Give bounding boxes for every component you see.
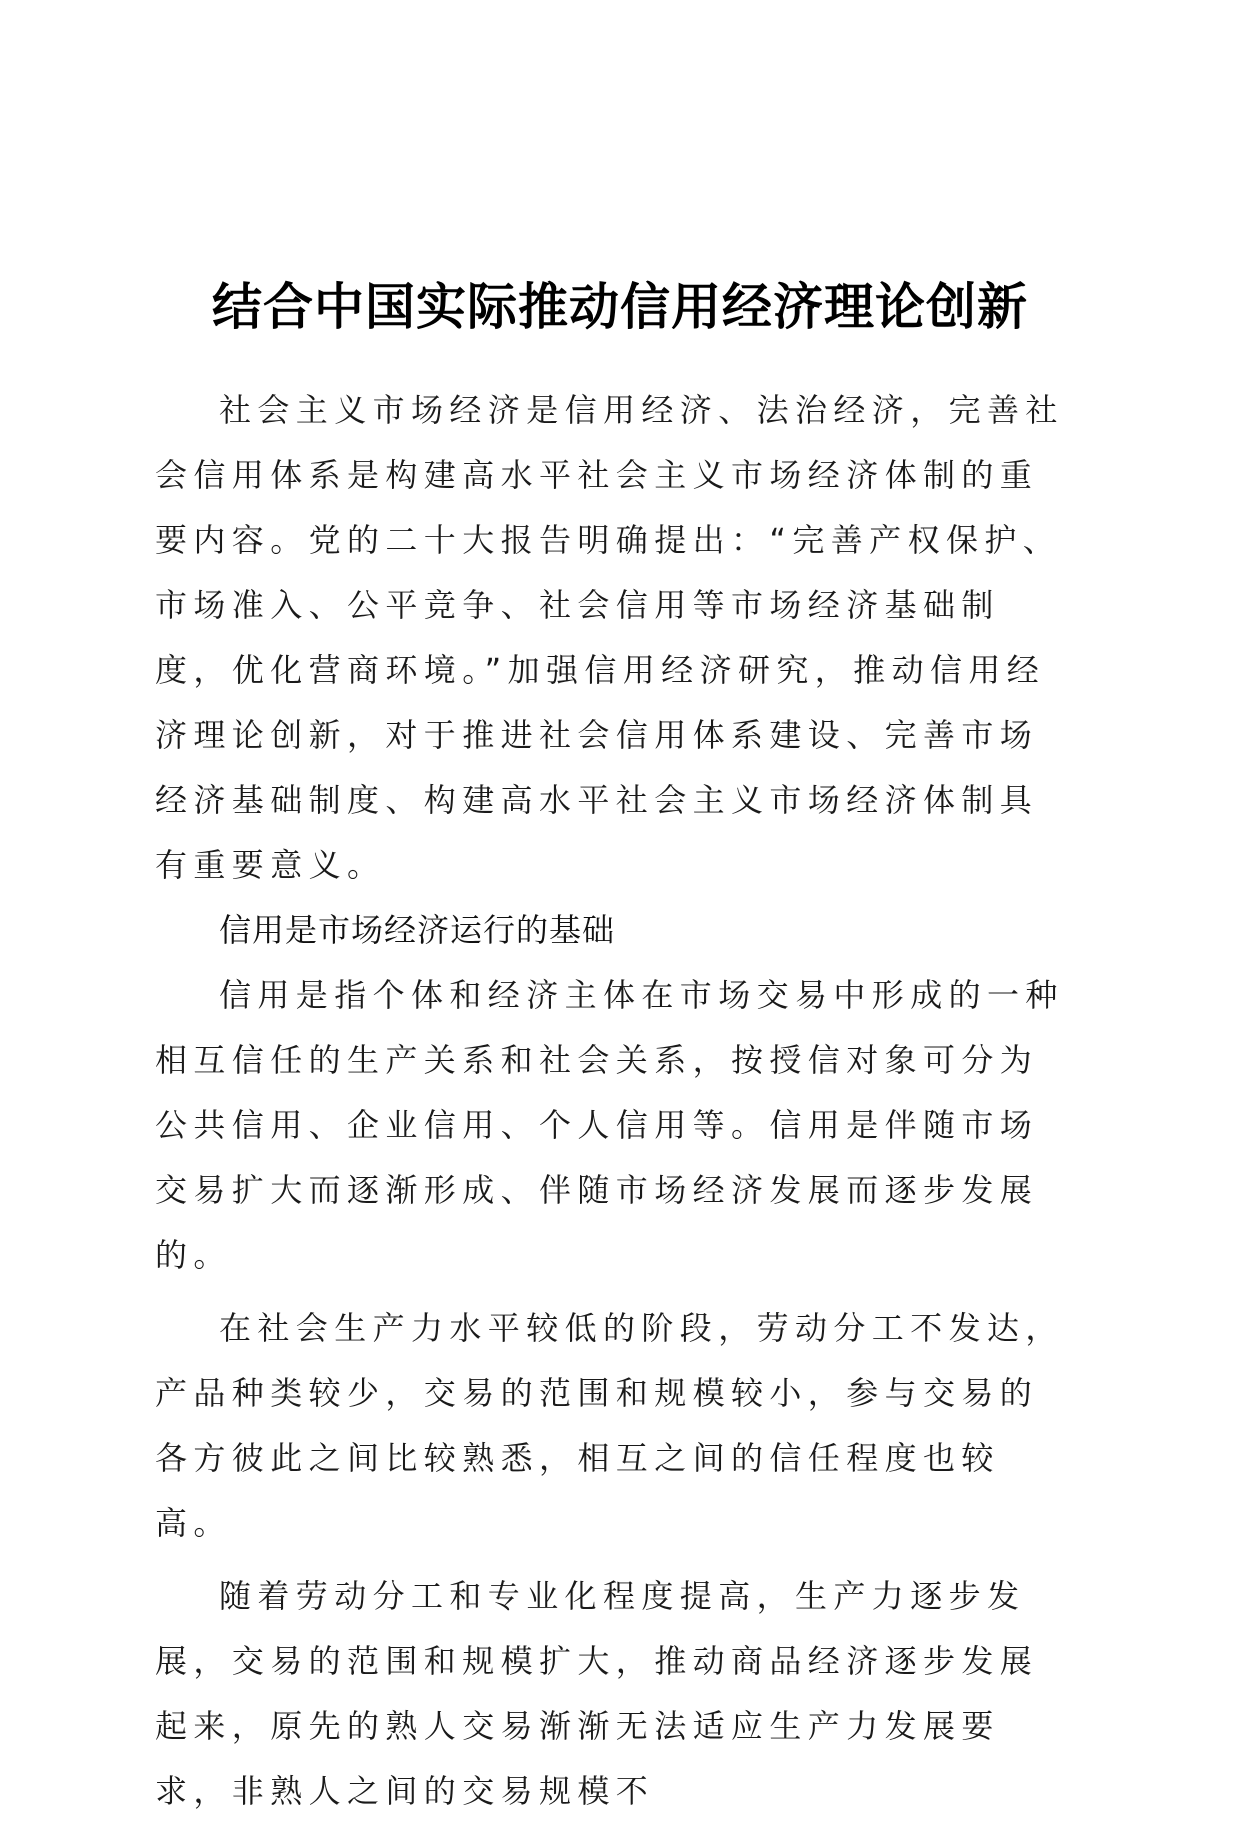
document-title: 结合中国实际推动信用经济理论创新: [212, 276, 1028, 336]
section-heading: 信用是市场经济运行的基础: [219, 911, 616, 949]
body-paragraph: 信用是指个体和经济主体在市场交易中形成的一种相互信任的生产关系和社会关系，按授信对象可分为公共信用、企业信用、个人信用等。信用是伴随市场交易扩大而逐渐形成、伴随市场经济发展而逐步发展的。: [155, 976, 1064, 1274]
body-paragraph: 在社会生产力水平较低的阶段，劳动分工不发达，产品种类较少，交易的范围和规模较小，参与交易的各方彼此之间比较熟悉，相互之间的信任程度也较高。: [155, 1309, 1064, 1542]
body-paragraph: 随着劳动分工和专业化程度提高，生产力逐步发展，交易的范围和规模扩大，推动商品经济逐步发展起来，原先的熟人交易渐渐无法适应生产力发展要求，非熟人之间的交易规模不: [155, 1577, 1039, 1810]
document-body: [155, 378, 1075, 1824]
body-paragraph: 社会主义市场经济是信用经济、法治经济，完善社会信用体系是构建高水平社会主义市场经济体制的重要内容。党的二十大报告明确提出：“完善产权保护、市场准入、公平竞争、社会信用等市场经济基础制度，优化营商环境。”加强信用经济研究，推动信用经济理论创新，对于推进社会信用体系建设、完善市场经济基础制度、构建高水平社会主义市场经济体制具有重要意义。: [155, 391, 1064, 884]
